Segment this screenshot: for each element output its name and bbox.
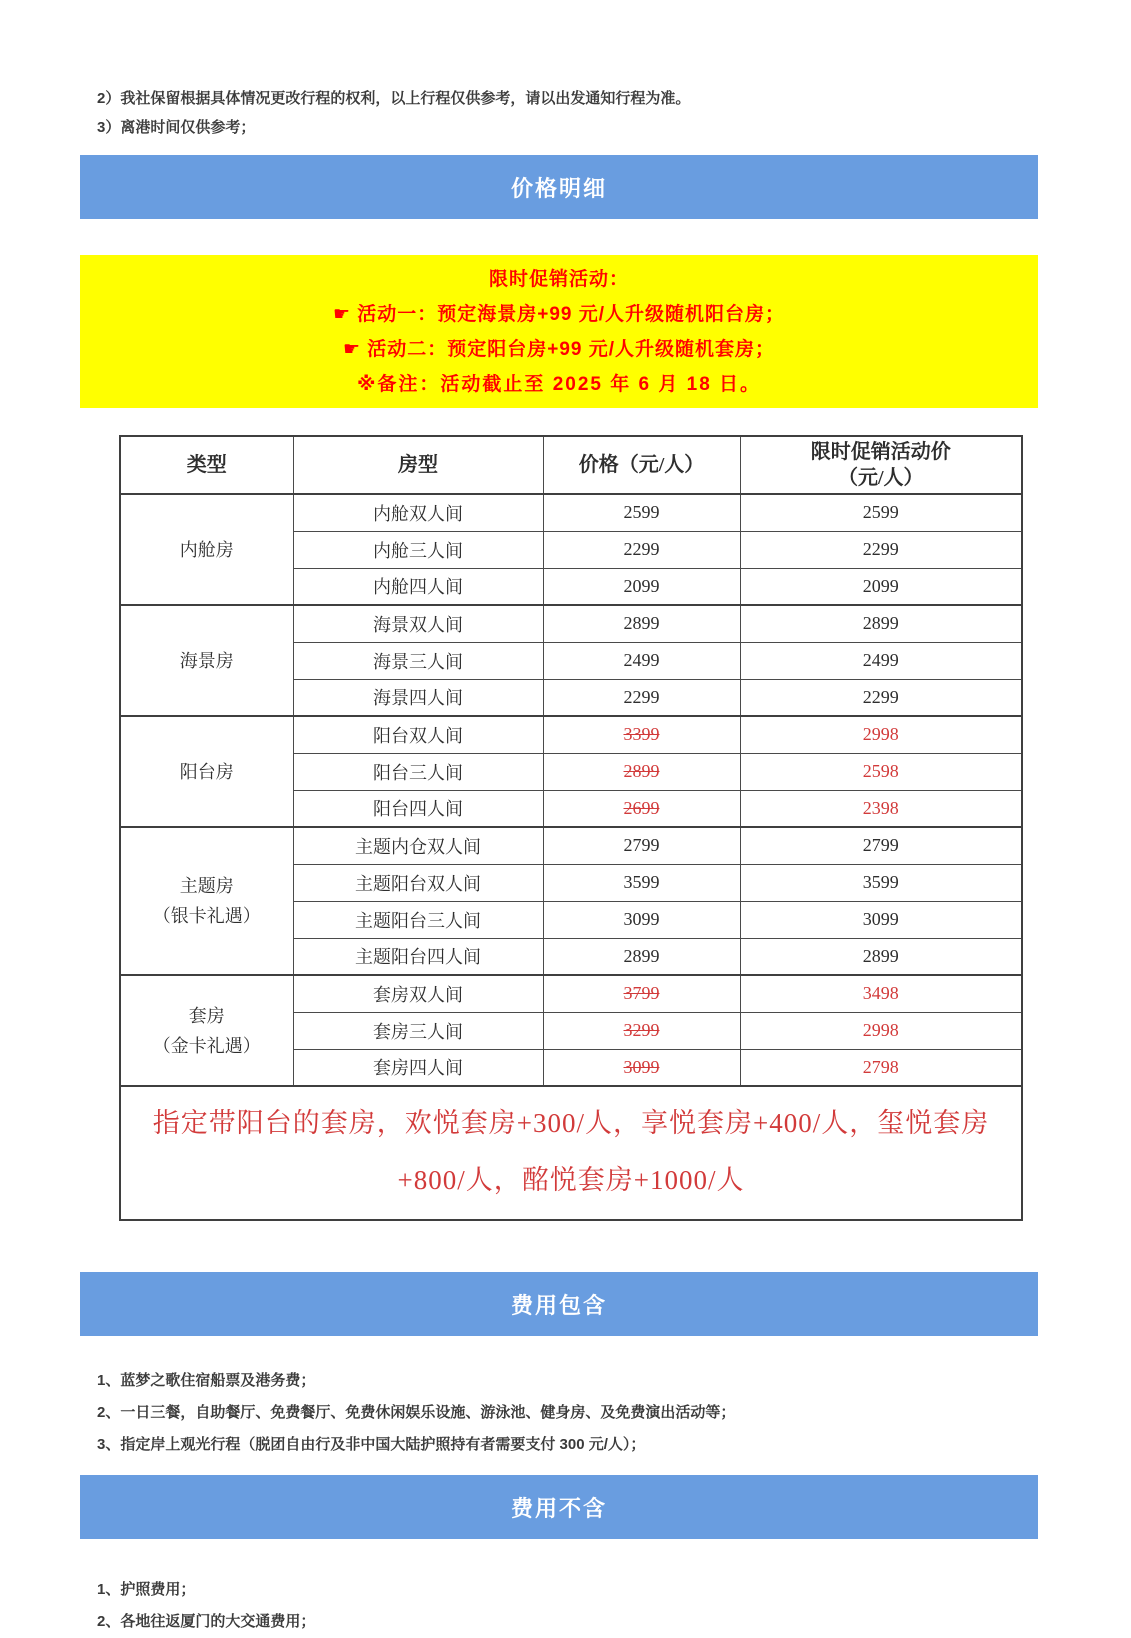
promo-price-cell: 2798 bbox=[740, 1049, 1022, 1086]
price-table-row bbox=[120, 975, 1022, 1012]
price-cell: 2899 bbox=[543, 753, 740, 790]
room-name-cell: 海景四人间 bbox=[293, 679, 543, 716]
price-cell: 3599 bbox=[543, 864, 740, 901]
price-table-row bbox=[120, 494, 1022, 531]
room-type-cell: 套房 （金卡礼遇） bbox=[120, 975, 293, 1086]
price-cell: 2799 bbox=[543, 827, 740, 864]
promo-lines bbox=[80, 297, 1038, 367]
room-name-cell: 内舱四人间 bbox=[293, 568, 543, 605]
promo-price-cell: 2599 bbox=[740, 494, 1022, 531]
price-cell: 3099 bbox=[543, 901, 740, 938]
price-cell: 2899 bbox=[543, 938, 740, 975]
promo-price-cell: 2799 bbox=[740, 827, 1022, 864]
room-name-cell: 阳台四人间 bbox=[293, 790, 543, 827]
note-line: 3）离港时间仅供参考； bbox=[97, 119, 256, 136]
price-table-row bbox=[120, 716, 1022, 753]
room-name-cell: 阳台双人间 bbox=[293, 716, 543, 753]
top-notes bbox=[0, 0, 1131, 142]
promo-price-cell: 2998 bbox=[740, 716, 1022, 753]
price-table-column-header: 价格（元/人） bbox=[543, 436, 740, 494]
price-cell: 2899 bbox=[543, 605, 740, 642]
room-name-cell: 海景双人间 bbox=[293, 605, 543, 642]
promo-price-cell: 3599 bbox=[740, 864, 1022, 901]
room-name-cell: 套房双人间 bbox=[293, 975, 543, 1012]
fee-included-item: 3、指定岸上观光行程（脱团自由行及非中国大陆护照持有者需要支付 300 元/人）； bbox=[97, 1436, 646, 1453]
price-cell: 2099 bbox=[543, 568, 740, 605]
price-cell: 2599 bbox=[543, 494, 740, 531]
promo-box bbox=[80, 255, 1038, 408]
promo-line: ☛ 活动二：预定阳台房+99 元/人升级随机套房； bbox=[342, 339, 776, 360]
fee-excluded-item: 1、护照费用； bbox=[97, 1581, 196, 1598]
section-title-fee-included: 费用包含 bbox=[510, 1292, 607, 1318]
price-cell: 3099 bbox=[543, 1049, 740, 1086]
promo-price-cell: 2998 bbox=[740, 1012, 1022, 1049]
price-table-row bbox=[120, 827, 1022, 864]
room-type-cell: 内舱房 bbox=[120, 494, 293, 605]
promo-title: 限时促销活动： bbox=[488, 269, 629, 290]
price-table-column-header: 房型 bbox=[293, 436, 543, 494]
room-name-cell: 主题阳台三人间 bbox=[293, 901, 543, 938]
room-name-cell: 海景三人间 bbox=[293, 642, 543, 679]
section-title-fee-excluded: 费用不含 bbox=[510, 1495, 607, 1521]
fee-excluded-list bbox=[97, 1574, 1071, 1638]
room-name-cell: 套房三人间 bbox=[293, 1012, 543, 1049]
price-table-column-header: 限时促销活动价 （元/人） bbox=[740, 436, 1022, 494]
room-type-cell: 主题房 （银卡礼遇） bbox=[120, 827, 293, 975]
section-bar-price-detail bbox=[80, 155, 1038, 219]
price-table-row bbox=[120, 605, 1022, 642]
price-cell: 3299 bbox=[543, 1012, 740, 1049]
promo-line: ☛ 活动一：预定海景房+99 元/人升级随机阳台房； bbox=[332, 304, 786, 325]
price-cell: 2499 bbox=[543, 642, 740, 679]
section-bar-fee-excluded bbox=[80, 1475, 1038, 1539]
promo-price-cell: 2299 bbox=[740, 679, 1022, 716]
room-name-cell: 主题阳台双人间 bbox=[293, 864, 543, 901]
price-cell: 3399 bbox=[543, 716, 740, 753]
fee-excluded-item: 2、各地往返厦门的大交通费用； bbox=[97, 1613, 316, 1630]
room-type-cell: 阳台房 bbox=[120, 716, 293, 827]
promo-price-cell: 2598 bbox=[740, 753, 1022, 790]
fee-included-item: 1、蓝梦之歌住宿船票及港务费； bbox=[97, 1372, 316, 1389]
promo-note: ※备注：活动截止至 2025 年 6 月 18 日。 bbox=[356, 374, 762, 395]
promo-price-cell: 2899 bbox=[740, 938, 1022, 975]
room-name-cell: 套房四人间 bbox=[293, 1049, 543, 1086]
price-cell: 2299 bbox=[543, 531, 740, 568]
room-name-cell: 主题内仓双人间 bbox=[293, 827, 543, 864]
price-table-footnote-row bbox=[120, 1086, 1022, 1220]
price-table bbox=[119, 435, 1023, 1221]
promo-price-cell: 2499 bbox=[740, 642, 1022, 679]
promo-price-cell: 2299 bbox=[740, 531, 1022, 568]
price-cell: 3799 bbox=[543, 975, 740, 1012]
fee-included-list bbox=[97, 1365, 1071, 1461]
price-table-header bbox=[120, 436, 1022, 494]
promo-price-cell: 2899 bbox=[740, 605, 1022, 642]
room-type-cell: 海景房 bbox=[120, 605, 293, 716]
price-cell: 2299 bbox=[543, 679, 740, 716]
section-bar-fee-included bbox=[80, 1272, 1038, 1336]
fee-included-item: 2、一日三餐，自助餐厅、免费餐厅、免费休闲娱乐设施、游泳池、健身房、及免费演出活动等； bbox=[97, 1404, 736, 1421]
price-cell: 2699 bbox=[543, 790, 740, 827]
room-name-cell: 主题阳台四人间 bbox=[293, 938, 543, 975]
promo-price-cell: 2099 bbox=[740, 568, 1022, 605]
promo-price-cell: 2398 bbox=[740, 790, 1022, 827]
price-table-column-header: 类型 bbox=[120, 436, 293, 494]
room-name-cell: 内舱双人间 bbox=[293, 494, 543, 531]
promo-price-cell: 3099 bbox=[740, 901, 1022, 938]
room-name-cell: 内舱三人间 bbox=[293, 531, 543, 568]
room-name-cell: 阳台三人间 bbox=[293, 753, 543, 790]
section-title-price-detail: 价格明细 bbox=[510, 175, 607, 201]
suite-upgrade-footnote: 指定带阳台的套房，欢悦套房+300/人，享悦套房+400/人，玺悦套房+800/人，酩悦套房+1000/人 bbox=[120, 1086, 1022, 1220]
note-line: 2）我社保留根据具体情况更改行程的权利，以上行程仅供参考，请以出发通知行程为准。 bbox=[97, 90, 691, 107]
promo-price-cell: 3498 bbox=[740, 975, 1022, 1012]
